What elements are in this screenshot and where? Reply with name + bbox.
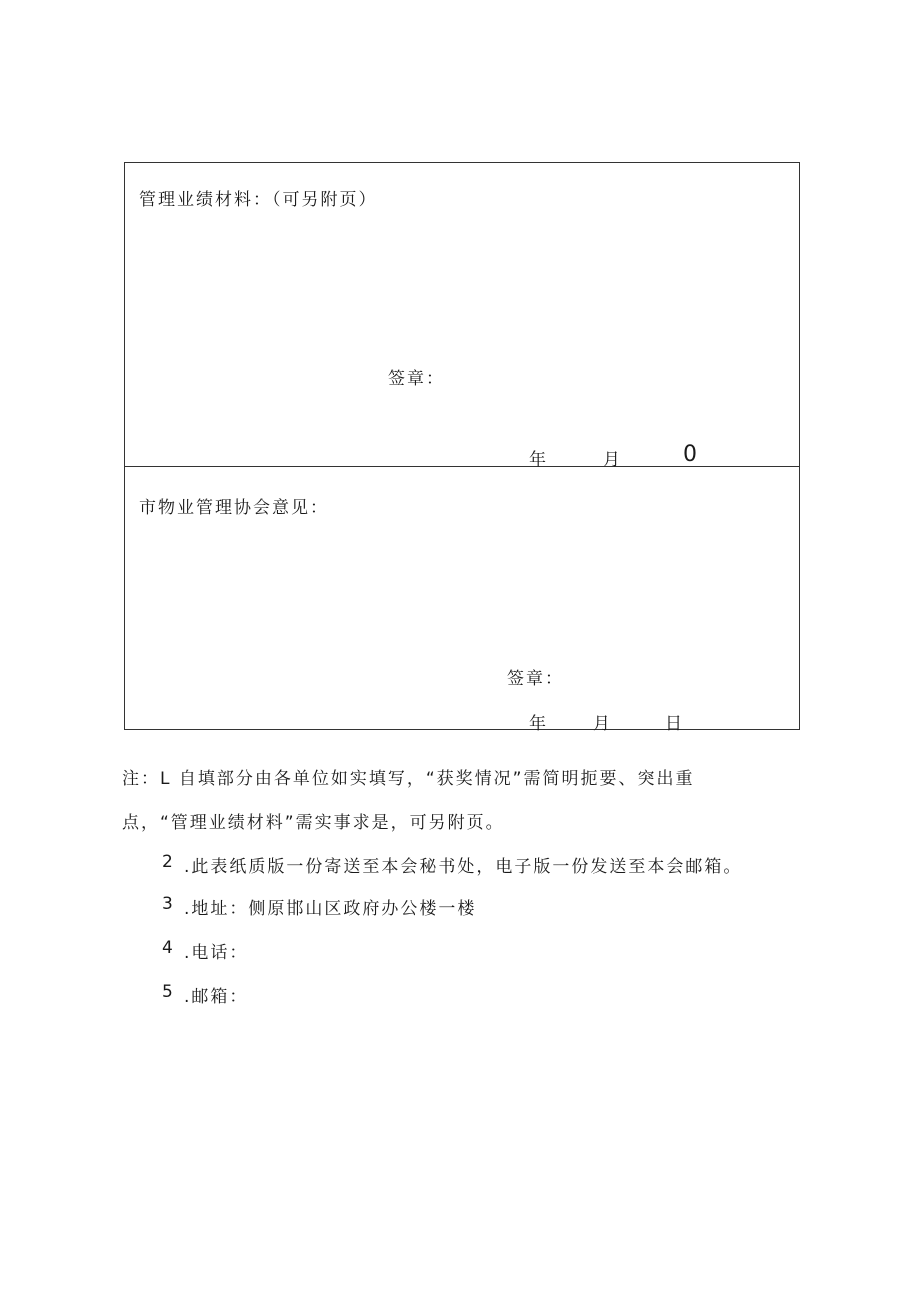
association-opinion-label: 市物业管理协会意见：	[139, 498, 329, 518]
note-item-5: .邮箱：	[184, 987, 249, 1007]
note-item-5-number: 5	[162, 982, 175, 1002]
note-item-4-number: 4	[162, 938, 175, 958]
association-date-year: 年	[529, 714, 548, 734]
association-date-month: 月	[593, 714, 612, 734]
association-date-day: 日	[665, 714, 684, 734]
application-form-table	[124, 162, 800, 734]
management-performance-label: 管理业绩材料：（可另附页）	[139, 190, 378, 210]
management-performance-section	[125, 163, 799, 470]
management-date-year: 年	[529, 450, 548, 470]
note-item-4: .电话：	[184, 943, 249, 963]
management-date-month: 月	[603, 450, 622, 470]
association-opinion-section	[125, 467, 799, 734]
note-item-2-number: 2	[162, 852, 175, 872]
association-seal-label: 签章：	[507, 669, 564, 689]
management-seal-label: 签章：	[388, 369, 445, 389]
note-line-1: 注：L 自填部分由各单位如实填写，“获奖情况”需简明扼要、突出重	[122, 769, 695, 789]
management-date-day: 0	[683, 442, 697, 467]
note-item-2: .此表纸质版一份寄送至本会秘书处，电子版一份发送至本会邮箱。	[184, 857, 743, 877]
note-item-3-number: 3	[162, 894, 175, 914]
note-item-3: .地址：侧原邯山区政府办公楼一楼	[184, 899, 477, 919]
note-line-2: 点，“管理业绩材料”需实事求是，可另附页。	[122, 813, 505, 833]
